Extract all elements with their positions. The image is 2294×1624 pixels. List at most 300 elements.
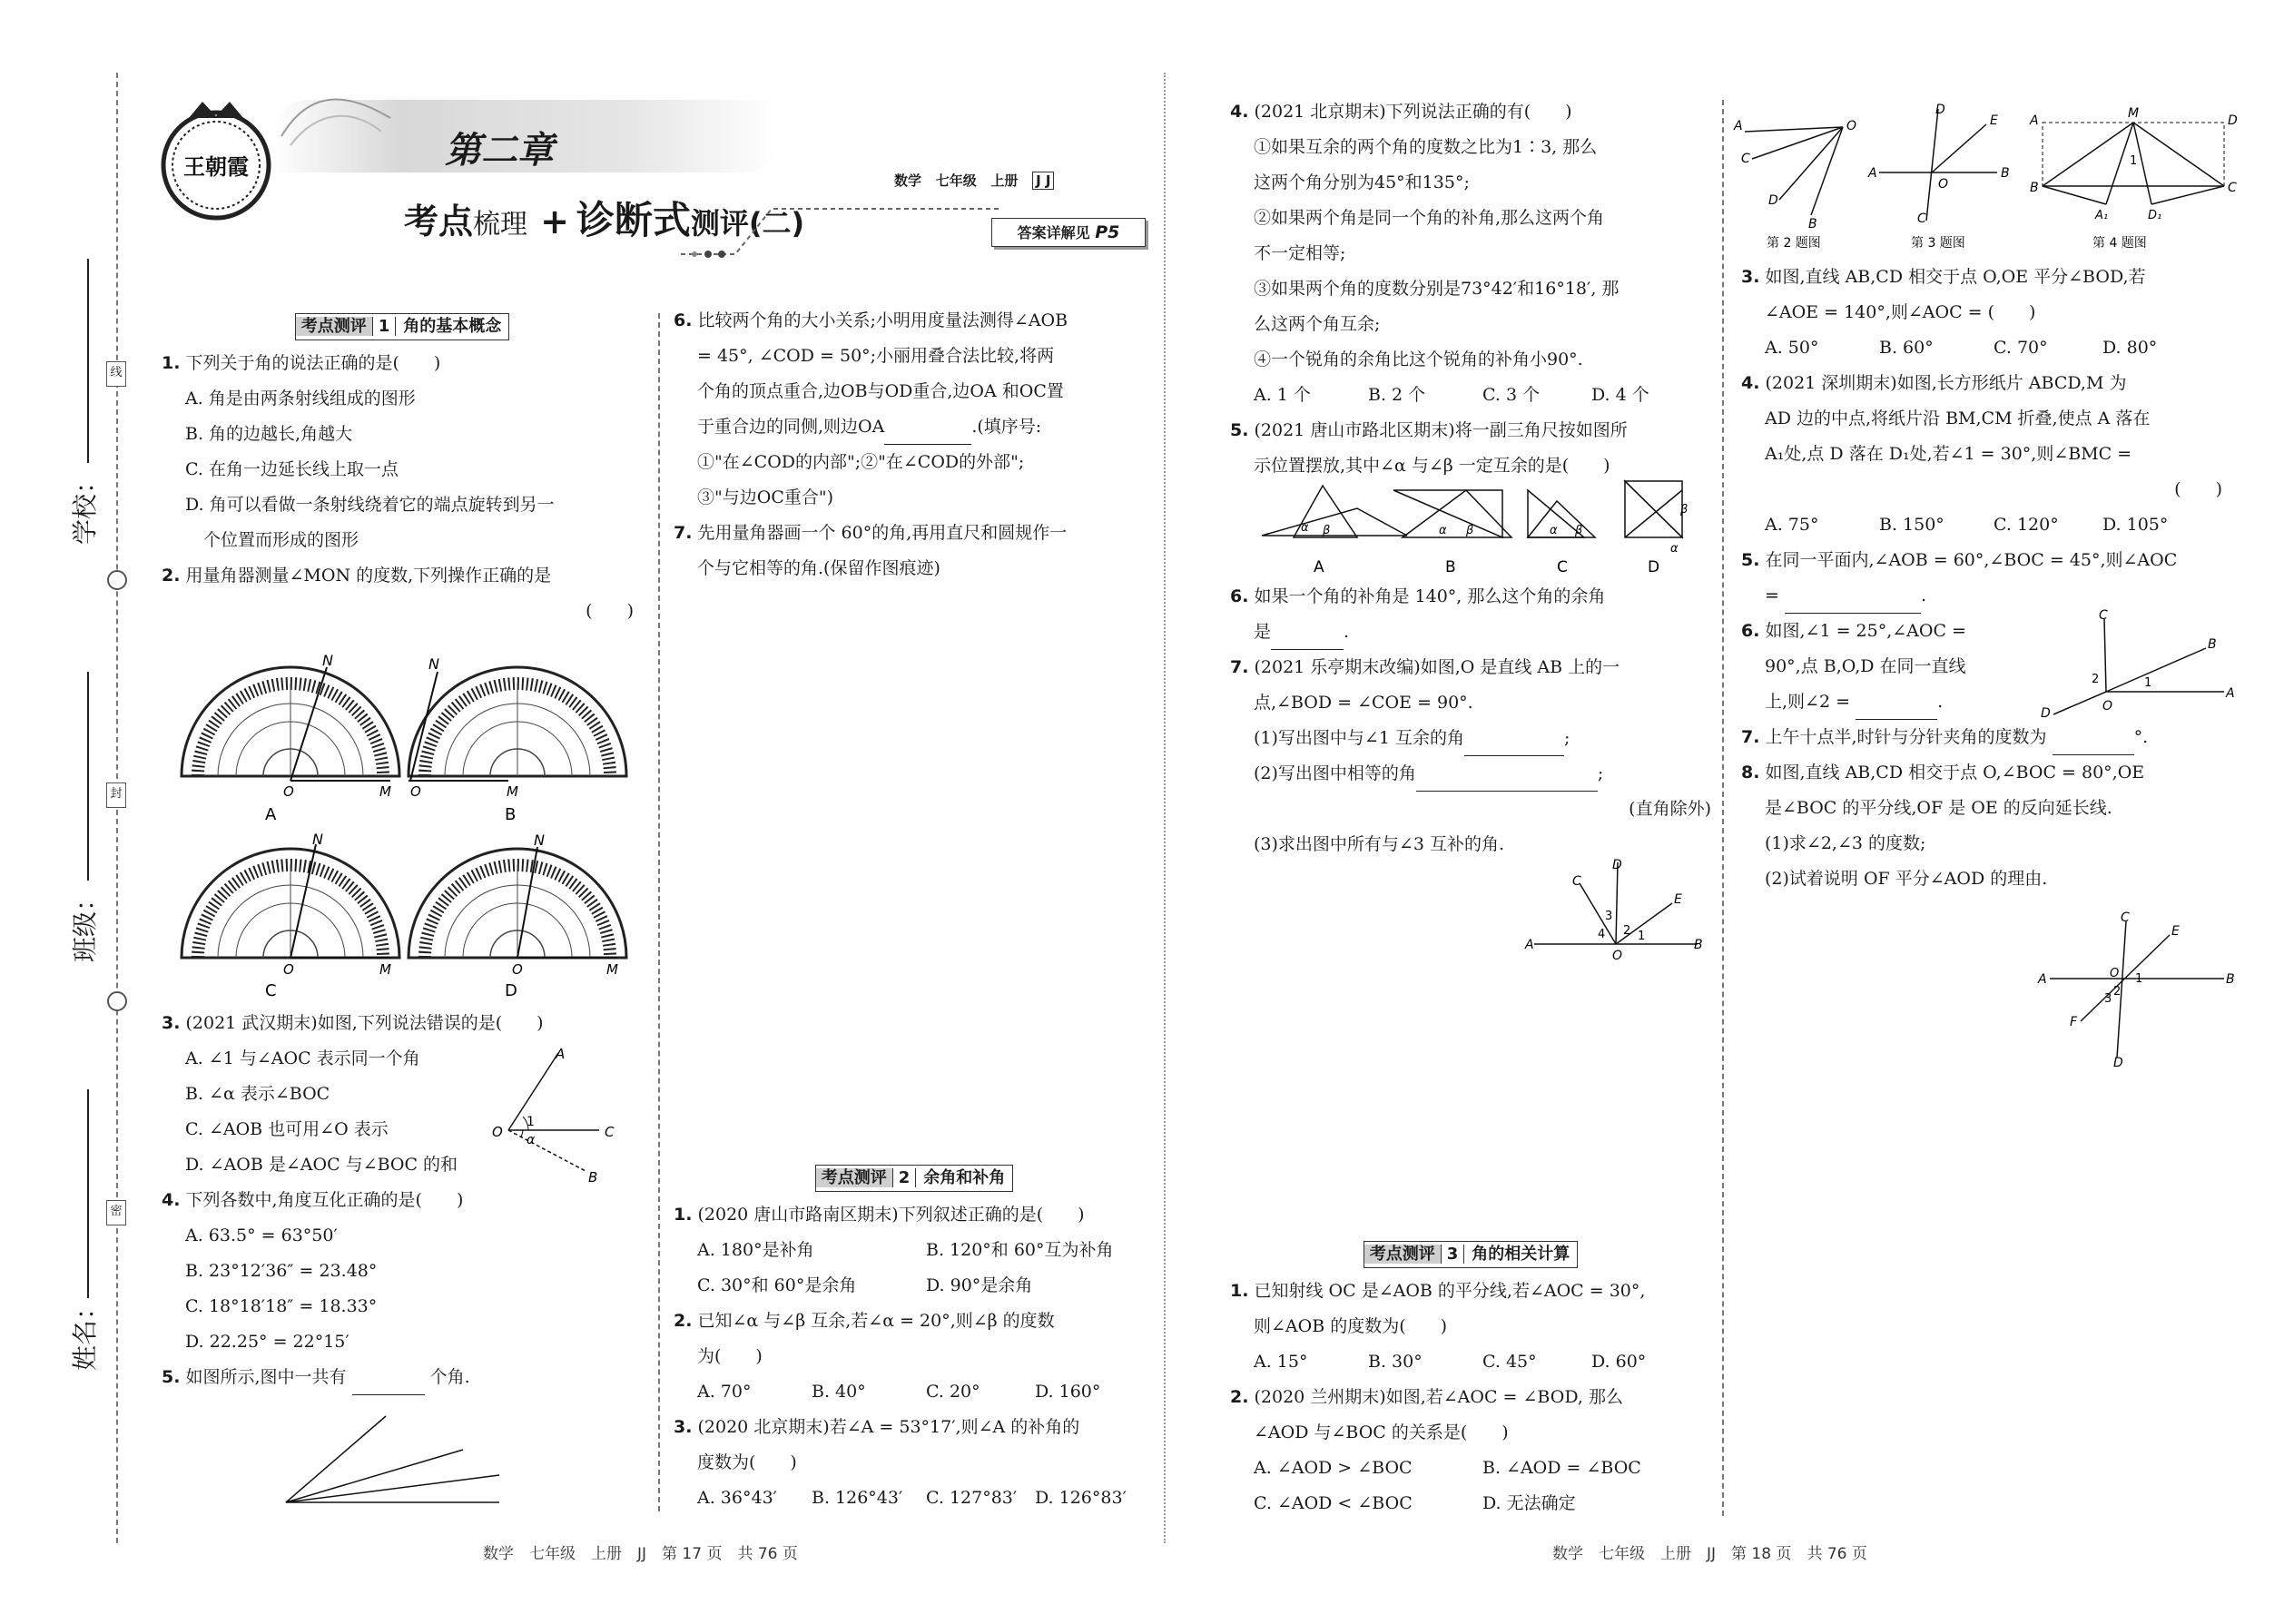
svg-text:C: C	[1741, 152, 1750, 166]
svg-text:O: O	[2110, 967, 2120, 980]
svg-text:2: 2	[1623, 924, 1631, 938]
answer-blank[interactable]	[1464, 733, 1564, 756]
svg-text:A: A	[556, 1046, 566, 1062]
s1-q7-line2: 个与它相等的角.(保留作图痕迹)	[697, 558, 940, 578]
s3-q1-options	[1230, 1344, 1711, 1380]
school-label: 学校：	[70, 468, 100, 545]
svg-text:α: α	[1550, 524, 1558, 537]
svg-text:1: 1	[527, 1115, 535, 1129]
s1-q3-option-d[interactable]: D. ∠AOB 是∠AOC 与∠BOC 的和	[185, 1155, 458, 1175]
option-a[interactable]: A. 36°43′	[697, 1488, 777, 1508]
svg-text:1: 1	[2130, 154, 2138, 168]
q-number: 7.	[1741, 727, 1760, 747]
column-3-mid	[1230, 579, 1711, 862]
option-d[interactable]: D. 无法确定	[1482, 1493, 1576, 1513]
svg-text:O: O	[492, 1124, 503, 1140]
s2-q7	[1230, 650, 1711, 685]
q-text: (2020 兰州期末)如图,若∠AOC = ∠BOD, 那么	[1254, 1387, 1623, 1407]
svg-text:B: B	[588, 1169, 598, 1186]
fig4-figure	[2029, 106, 2238, 251]
q3-angle-figure	[490, 1044, 626, 1189]
q-text: (1)写出图中与∠1 互余的角	[1254, 728, 1464, 748]
q-number: 6.	[1230, 586, 1249, 606]
s1-q2-paren: ( )	[586, 601, 634, 621]
option-d[interactable]: D. 80°	[2102, 338, 2158, 358]
s1-q5	[162, 1360, 643, 1395]
answer-blank[interactable]	[2053, 733, 2134, 755]
svg-text:β: β	[1466, 524, 1474, 537]
svg-text:N: N	[312, 831, 323, 848]
svg-text:B: B	[2208, 637, 2217, 652]
s3-q2-options-cd	[1230, 1486, 1711, 1521]
s3-q3-line2: ∠AOE = 140°,则∠AOC = ( )	[1765, 302, 2036, 322]
svg-text:B: B	[2030, 181, 2039, 195]
option-b[interactable]: B. ∠AOD = ∠BOC	[1482, 1458, 1641, 1478]
name-label: 姓名：	[70, 1294, 100, 1371]
section-1-tag	[295, 313, 510, 340]
q-text: 如图,∠1 = 25°,∠AOC =	[1765, 621, 1966, 641]
s3-q1	[1230, 1274, 1711, 1309]
q-number: 5.	[162, 1367, 181, 1387]
column-3	[1230, 94, 1711, 484]
svg-text:C: C	[605, 1124, 615, 1140]
fig2-figure	[1733, 119, 1856, 251]
title-plus: +	[540, 202, 569, 241]
svg-text:A: A	[2030, 113, 2039, 128]
q-text: (2020 北京期末)若∠A = 53°17′,则∠A 的补角的	[697, 1417, 1080, 1437]
svg-text:F: F	[2070, 1015, 2078, 1029]
q-number: 2.	[162, 566, 181, 586]
svg-text:E: E	[1990, 113, 1998, 128]
s2-q7-part3: (3)求出图中所有与∠3 互补的角.	[1254, 834, 1505, 854]
svg-text:O: O	[2102, 699, 2113, 714]
section-1-tag-number: 1	[372, 317, 397, 336]
svg-text:2: 2	[2092, 673, 2100, 686]
option-b[interactable]: B. 60°	[1879, 338, 1934, 358]
meta-version: J J	[1032, 172, 1054, 190]
q-text: .	[1920, 586, 1927, 605]
svg-text:C: C	[265, 981, 277, 1000]
svg-text:D: D	[1935, 103, 1945, 117]
s1-q6	[674, 303, 1155, 339]
option-b[interactable]: B. 40°	[812, 1382, 866, 1402]
q-text: 已知射线 OC 是∠AOB 的平分线,若∠AOC = 30°,	[1254, 1281, 1646, 1301]
school-line[interactable]	[87, 259, 89, 463]
s1-q3-option-b[interactable]: B. ∠α 表示∠BOC	[185, 1084, 330, 1104]
section-2-tag	[815, 1165, 1014, 1192]
svg-text:C: C	[2228, 181, 2237, 195]
q-number: 5.	[1741, 550, 1760, 570]
svg-text:β: β	[1680, 503, 1689, 517]
svg-text:M: M	[379, 961, 391, 978]
q-text: 上,则∠2 =	[1765, 692, 1851, 712]
section-1-tag-title: 角的基本概念	[396, 317, 508, 336]
q-text: 个角.	[429, 1367, 470, 1387]
class-line[interactable]	[87, 672, 89, 881]
q-text: 先用量角器画一个 60°的角,再用直尺和圆规作一	[697, 523, 1068, 543]
s3-q8-part2: (2)试着说明 OF 平分∠AOD 的理由.	[1765, 869, 2048, 889]
section-2-tag-number: 2	[892, 1168, 917, 1187]
ribbon-decoration	[272, 82, 399, 154]
column-3-lower	[1230, 1236, 1711, 1521]
s1-q1-option-b[interactable]: B. 角的边越长,角越大	[185, 424, 353, 444]
svg-text:O: O	[283, 961, 294, 978]
svg-text:O: O	[283, 783, 294, 800]
svg-text:α: α	[527, 1133, 536, 1147]
svg-text:α: α	[1439, 524, 1447, 537]
svg-text:3: 3	[2104, 992, 2112, 1006]
logo-text: 王朝霞	[183, 154, 249, 180]
q5-rays-figure	[281, 1412, 508, 1511]
q-number: 2.	[1230, 1387, 1249, 1407]
s1-q4-option-b[interactable]: B. 23°12′36″ = 23.48°	[185, 1261, 378, 1281]
figure-b	[1393, 490, 1511, 576]
answer-ref-page: P5	[1095, 222, 1120, 242]
svg-text:N: N	[534, 832, 545, 849]
meta-term: 上册	[990, 172, 1019, 189]
svg-text:A: A	[1314, 558, 1324, 576]
svg-text:M: M	[606, 961, 618, 978]
figure-a	[1262, 486, 1407, 576]
svg-text:O: O	[1938, 177, 1949, 192]
binding-mark-2: 封	[106, 782, 126, 808]
svg-text:C: C	[2121, 910, 2130, 925]
fig4-caption: 第 4 题图	[2092, 236, 2147, 251]
q-number: 1.	[162, 353, 181, 373]
s3-q8-line2: 是∠BOC 的平分线,OF 是 OE 的反向延长线.	[1765, 798, 2112, 818]
svg-text:1: 1	[2135, 972, 2143, 986]
q-number: 4.	[1230, 102, 1249, 122]
s2-q2-options	[674, 1374, 1155, 1410]
option-a[interactable]: A. ∠AOD > ∠BOC	[1254, 1458, 1413, 1478]
answer-blank[interactable]	[1416, 769, 1598, 792]
option-a[interactable]: A. 50°	[1765, 338, 1819, 358]
q-text: 在同一平面内,∠AOB = 60°,∠BOC = 45°,则∠AOC	[1765, 550, 2178, 570]
option-a[interactable]: A. 180°是补角	[697, 1240, 814, 1260]
s3-q7: 7. 上午十点半,时针与分针夹角的度数为 °.	[1741, 720, 2231, 755]
fig3-figure	[1867, 103, 2010, 251]
q-number: 7.	[674, 523, 693, 543]
protractor-figures	[172, 652, 626, 1003]
s2-q4-stmt2b: 不一定相等;	[1254, 243, 1346, 263]
s1-q1-option-d-cont: 个位置而形成的图形	[203, 530, 359, 550]
svg-text:A: A	[2226, 686, 2235, 701]
s3-q2-options-ab	[1230, 1451, 1711, 1486]
s2-q1-options-cd	[674, 1268, 1155, 1304]
s2-q4-stmt1a: ①如果互余的两个角的度数之比为1∶3, 那么	[1254, 137, 1598, 157]
q-number: 7.	[1230, 657, 1249, 677]
answer-blank[interactable]	[1785, 591, 1921, 614]
svg-text:β: β	[1323, 524, 1331, 537]
s3-q8-part1: (1)求∠2,∠3 的度数;	[1765, 833, 1926, 853]
svg-text:N: N	[322, 652, 333, 669]
figure-c	[1528, 490, 1595, 576]
class-label: 班级：	[70, 885, 100, 962]
q-text: (2020 唐山市路南区期末)下列叙述正确的是( )	[697, 1205, 1085, 1225]
column-1	[162, 309, 643, 629]
option-d[interactable]: D. 60°	[1591, 1352, 1647, 1372]
svg-text:A: A	[2038, 972, 2047, 987]
q-number: 2.	[674, 1311, 693, 1331]
q7-lines-figure	[1525, 858, 1707, 962]
q-text: (2021 深圳期末)如图,长方形纸片 ABCD,M 为	[1765, 373, 2127, 393]
q-number: 8.	[1741, 763, 1760, 782]
svg-text:N: N	[428, 655, 439, 673]
column-2	[674, 303, 1155, 586]
svg-text:B: B	[505, 805, 517, 824]
option-b[interactable]: B. 2 个	[1368, 385, 1426, 405]
svg-text:O: O	[1846, 119, 1857, 133]
s1-q3-option-a[interactable]: A. ∠1 与∠AOC 表示同一个角	[185, 1048, 420, 1068]
svg-text:α: α	[1670, 542, 1679, 556]
s1-q1-option-d[interactable]: D. 角可以看做一条射线绕着它的端点旋转到另一	[185, 495, 555, 515]
svg-text:D: D	[2228, 113, 2238, 128]
answer-blank[interactable]	[1271, 627, 1344, 650]
s1-q4-option-c[interactable]: C. 18°18′18″ = 18.33°	[185, 1296, 378, 1316]
top-figures	[1734, 104, 2242, 259]
svg-text:O: O	[410, 783, 421, 800]
q-number: 1.	[1230, 1281, 1249, 1301]
q-text: 下列各数中,角度互化正确的是( )	[185, 1190, 464, 1210]
s3-q2-line2: ∠AOD 与∠BOC 的关系是( )	[1254, 1422, 1509, 1442]
svg-text:β: β	[1575, 524, 1583, 537]
answer-blank[interactable]	[352, 1373, 425, 1395]
meta-row	[894, 171, 1054, 190]
s2-q2-line2: 为( )	[697, 1346, 763, 1366]
figure-d	[1625, 481, 1688, 576]
svg-text:D: D	[2113, 1056, 2123, 1070]
binding-mark-3: 密	[106, 1200, 126, 1225]
svg-text:C: C	[1557, 558, 1568, 576]
title-part-c: 诊断式	[576, 198, 691, 242]
title-part-d: 测评(二)	[690, 206, 805, 241]
option-b[interactable]: B. 30°	[1368, 1352, 1423, 1372]
q8-lines-figure	[2033, 908, 2235, 1070]
svg-text:3: 3	[1605, 910, 1613, 923]
triangle-rulers-figure	[1257, 481, 1711, 576]
q6-angle-figure	[2033, 610, 2233, 719]
svg-text:B: B	[2001, 166, 2010, 181]
svg-text:D: D	[1612, 858, 1622, 872]
s2-q4-stmt1b: 这两个角分别为45°和135°;	[1254, 172, 1470, 192]
logo-emblem	[153, 91, 280, 227]
svg-text:M: M	[2128, 106, 2140, 121]
s1-q6-line3: 个角的顶点重合,边OB与OD重合,边OA 和OC置	[697, 381, 1064, 401]
option-a[interactable]: A. 15°	[1254, 1352, 1308, 1372]
option-c[interactable]: C. 120°	[1994, 515, 2059, 535]
s1-q6-line5: ①"在∠COD的内部";②"在∠COD的外部";	[697, 452, 1025, 472]
q-text: 比较两个角的大小关系;小明用度量法测得∠AOB	[697, 310, 1068, 330]
svg-text:O: O	[1612, 949, 1623, 963]
svg-text:A: A	[265, 805, 277, 824]
q-number: 3.	[1741, 267, 1760, 287]
option-b[interactable]: B. 126°43′	[812, 1488, 903, 1508]
footer-right: 数学 七年级 上册 JJ 第 18 页 共 76 页	[1552, 1545, 1867, 1563]
svg-text:B: B	[1694, 938, 1703, 952]
s2-q4-stmt3b: 么这两个角互余;	[1254, 314, 1381, 334]
fig3-caption: 第 3 题图	[1911, 236, 1965, 251]
column-4	[1741, 260, 2231, 897]
svg-text:D: D	[2041, 706, 2051, 721]
option-c[interactable]: C. 127°83′	[926, 1488, 1018, 1508]
svg-text:D₁: D₁	[2148, 209, 2162, 222]
svg-text:M: M	[507, 783, 518, 800]
fig2-caption: 第 2 题图	[1767, 236, 1821, 251]
q-text: (2021 武汉期末)如图,下列说法错误的是( )	[185, 1013, 544, 1033]
s2-q1	[674, 1197, 1155, 1233]
option-a[interactable]: A. 1 个	[1254, 385, 1311, 405]
option-c[interactable]: C. 3 个	[1482, 385, 1541, 405]
option-b[interactable]: B. 120°和 60°互为补角	[926, 1240, 1114, 1260]
q-text: 是	[1254, 622, 1272, 642]
meta-grade: 七年级	[935, 172, 977, 189]
s2-q3-options	[674, 1481, 1155, 1516]
s1-q1-option-a[interactable]: A. 角是由两条射线组成的图形	[185, 389, 416, 408]
s2-q4	[1230, 94, 1711, 130]
s2-q3	[674, 1410, 1155, 1445]
s3-q4-options	[1741, 507, 2231, 543]
s1-q3	[162, 1006, 643, 1041]
option-c[interactable]: C. 70°	[1994, 338, 2048, 358]
option-c[interactable]: C. 20°	[926, 1382, 980, 1402]
svg-text:1: 1	[1638, 930, 1646, 943]
option-d[interactable]: D. 160°	[1035, 1382, 1101, 1402]
svg-text:α: α	[1301, 521, 1309, 535]
svg-text:A: A	[1525, 938, 1534, 952]
s2-q2	[674, 1304, 1155, 1339]
svg-text:4: 4	[1598, 928, 1606, 941]
s3-q5	[1741, 543, 2231, 578]
svg-text:1: 1	[2144, 676, 2152, 690]
chapter-title: 第二章	[445, 130, 554, 172]
q-number: 4.	[162, 1190, 181, 1210]
answer-blank[interactable]	[884, 422, 971, 445]
option-c[interactable]: C. 45°	[1482, 1352, 1537, 1372]
svg-text:C: C	[1917, 212, 1926, 226]
option-c[interactable]: C. 30°和 60°是余角	[697, 1275, 857, 1295]
option-d[interactable]: D. 90°是余角	[926, 1275, 1033, 1295]
q-text: .	[1344, 622, 1350, 642]
binding-line	[116, 73, 118, 1543]
s2-q6-line2	[1230, 615, 1711, 650]
title-part-b: 梳理	[473, 209, 528, 241]
q-number: 3.	[162, 1013, 181, 1033]
binding-circle-1	[107, 570, 127, 590]
s2-q7-note: (直角除外)	[1629, 799, 1711, 819]
s1-q6-line2: = 45°, ∠COD = 50°;小丽用叠合法比较,将两	[697, 346, 1055, 366]
s3-q4-paren: ( )	[2174, 479, 2222, 499]
option-b[interactable]: B. 150°	[1879, 515, 1944, 535]
option-d[interactable]: D. 126°83′	[1035, 1488, 1127, 1508]
s2-q3-line2: 度数为( )	[697, 1452, 797, 1472]
section-3-tag-label: 考点测评	[1364, 1245, 1441, 1264]
protractor-a	[182, 652, 399, 824]
protractor-b	[409, 655, 626, 824]
svg-text:A₁: A₁	[2095, 209, 2109, 222]
svg-text:B: B	[1808, 217, 1817, 231]
q-text: (2021 乐亭期末改编)如图,O 是直线 AB 上的一	[1254, 657, 1620, 677]
q-text: 下列关于角的说法正确的是( )	[185, 353, 441, 373]
s3-q5-line2	[1741, 578, 2231, 614]
svg-text:D: D	[1768, 193, 1778, 208]
s1-q3-option-c[interactable]: C. ∠AOB 也可用∠O 表示	[185, 1119, 389, 1139]
meta-subject: 数学	[894, 172, 922, 189]
answer-ref-box	[991, 218, 1146, 247]
section-1-tag-label: 考点测评	[296, 317, 372, 336]
q-text: 如图所示,图中一共有	[185, 1367, 347, 1387]
s2-q7-part1: (1)写出图中与∠1 互余的角 ;	[1230, 721, 1711, 756]
svg-text:A: A	[1868, 166, 1877, 181]
s2-q6	[1230, 579, 1711, 615]
q-text: 于重合边的同侧,则边OA	[697, 417, 885, 437]
col-divider-3	[1722, 100, 1724, 1516]
title-dash-decoration	[672, 182, 999, 263]
q-text: 如图,直线 AB,CD 相交于点 O,OE 平分∠BOD,若	[1765, 267, 2146, 287]
svg-text:D: D	[505, 981, 517, 1000]
svg-text:A: A	[1734, 119, 1743, 133]
option-d[interactable]: D. 105°	[2102, 515, 2169, 535]
s1-q7	[674, 516, 1155, 551]
s2-q5-line2: 示位置摆放,其中∠α 与∠β 一定互余的是( )	[1254, 456, 1610, 476]
s2-q5	[1230, 413, 1711, 448]
answer-blank[interactable]	[1856, 697, 1937, 720]
s2-q4-options	[1230, 378, 1711, 413]
section-3-tag-number: 3	[1441, 1245, 1465, 1264]
s3-q4-line2: AD 边的中点,将纸片沿 BM,CM 折叠,使点 A 落在	[1765, 408, 2151, 428]
svg-text:C: C	[1572, 874, 1581, 889]
s3-q1-line2: 则∠AOB 的度数为( )	[1254, 1316, 1448, 1336]
option-c[interactable]: C. ∠AOD < ∠BOC	[1254, 1493, 1413, 1513]
s1-q4-option-a[interactable]: A. 63.5° = 63°50′	[185, 1225, 338, 1245]
s3-q8	[1741, 755, 2231, 791]
section-3-tag	[1364, 1241, 1579, 1268]
s1-q6-line4	[674, 409, 1155, 445]
s1-q4-option-d[interactable]: D. 22.25° = 22°15′	[185, 1332, 350, 1352]
q-text: 用量角器测量∠MON 的度数,下列操作正确的是	[185, 566, 552, 586]
q-text: =	[1765, 586, 1779, 605]
footer-left: 数学 七年级 上册 JJ 第 17 页 共 76 页	[483, 1545, 798, 1563]
s3-q2	[1230, 1380, 1711, 1415]
option-a[interactable]: A. 75°	[1765, 515, 1819, 535]
title-part-a: 考点	[404, 202, 474, 241]
q-number: 6.	[674, 310, 693, 330]
answer-ref-label: 答案详解见	[1017, 224, 1090, 241]
q-text: 已知∠α 与∠β 互余,若∠α = 20°,则∠β 的度数	[697, 1311, 1055, 1331]
s3-q3	[1741, 260, 2231, 295]
svg-text:B: B	[2226, 972, 2235, 987]
q-text: (2)写出图中相等的角	[1254, 763, 1416, 783]
s2-q7-line2: 点,∠BOD = ∠COE = 90°.	[1254, 693, 1473, 713]
name-line[interactable]	[87, 1089, 89, 1298]
svg-text:B: B	[1445, 558, 1456, 576]
section-3-tag-title: 角的相关计算	[1464, 1245, 1577, 1264]
q-text: (2021 唐山市路北区期末)将一副三角尺按如图所	[1254, 420, 1628, 440]
s3-q6-line2: 90°,点 B,O,D 在同一直线	[1765, 656, 1966, 676]
col-divider-2	[1164, 73, 1166, 1543]
s2-q4-stmt4: ④一个锐角的余角比这个锐角的补角小90°.	[1254, 349, 1583, 369]
s1-q1-option-c[interactable]: C. 在角一边延长线上取一点	[185, 459, 399, 479]
q-text: .	[1937, 692, 1944, 712]
s3-q4	[1741, 366, 2231, 401]
s2-q1-options-ab	[674, 1233, 1155, 1268]
column-2-lower	[674, 1160, 1155, 1516]
s1-q1	[162, 346, 643, 381]
option-a[interactable]: A. 70°	[697, 1382, 752, 1402]
svg-text:2: 2	[2113, 985, 2122, 999]
s1-q2	[162, 558, 643, 594]
q-text: .(填序号:	[971, 417, 1042, 437]
option-d[interactable]: D. 4 个	[1591, 385, 1649, 405]
